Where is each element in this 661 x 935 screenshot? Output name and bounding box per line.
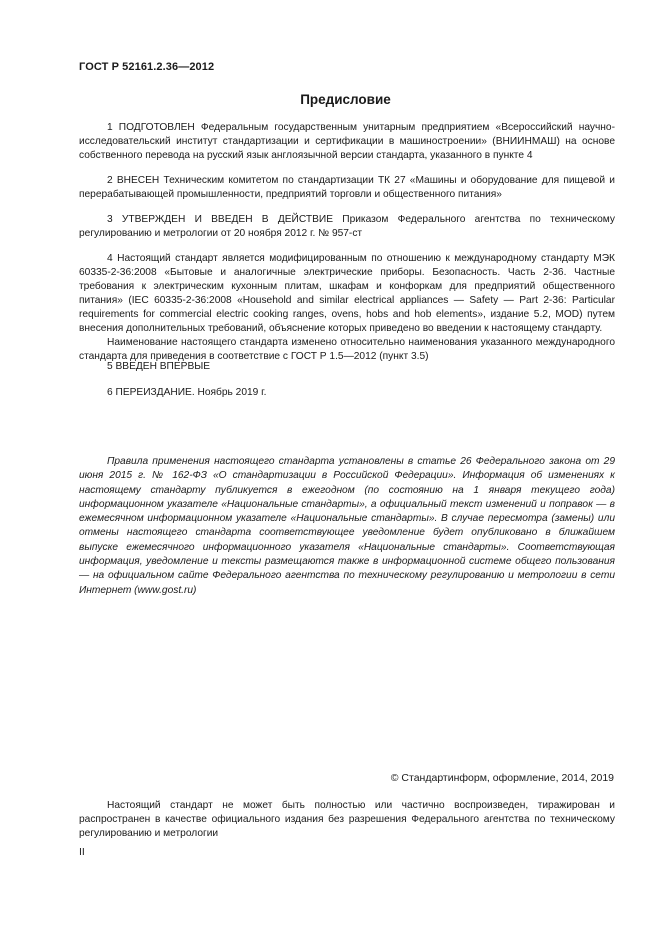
paragraph-1: 1 ПОДГОТОВЛЕН Федеральным государственным унитарным предприятием «Всероссийский научно-исследовательский институт стандартизации и сертификации в машиностроении» (ВНИИНМАШ) на основе собственного перевода на русский язык англоязычной версии стандарта, указанного в пункте 4 [79, 122, 615, 161]
copyright-line: © Стандартинформ, оформление, 2014, 2019 [390, 772, 614, 784]
page-number: II [79, 846, 85, 858]
paragraph-6-block [79, 386, 615, 400]
paragraph-4-note: Наименование настоящего стандарта изменено относительно наименования указанного международного стандарта для приведения в соответствие с ГОСТ Р 1.5—2012 (пункт 3.5) [79, 337, 615, 362]
paragraph-5-block [79, 360, 615, 374]
paragraph-3: 3 УТВЕРЖДЕН И ВВЕДЕН В ДЕЙСТВИЕ Приказом Федерального агентства по техническому регулированию и метрологии от 20 ноября 2012 г. № 957-ст [79, 214, 615, 239]
paragraph-2: 2 ВНЕСЕН Техническим комитетом по стандартизации ТК 27 «Машины и оборудование для пищевой и перерабатывающей промышленности, предприятий торговли и общественного питания» [79, 175, 615, 200]
page-title: Предисловие [300, 92, 391, 107]
reproduction-notice: Настоящий стандарт не может быть полностью или частично воспроизведен, тиражирован и распространен в качестве официального издания без разрешения Федерального агентства по техническому регулированию и метрологии [79, 800, 615, 839]
paragraph-5: 5 ВВЕДЕН ВПЕРВЫЕ [107, 361, 211, 372]
paragraph-4-block [79, 252, 615, 364]
paragraph-4: 4 Настоящий стандарт является модифицированным по отношению к международному стандарту МЭК 60335-2-36:2008 «Бытовые и аналогичные электрические приборы. Безопасность. Часть 2-36. Частные требования к электрическим кухонным плитам, шкафам и конфоркам для предприятий общественного питания» (IEC 60335-2-36:2008 «Household and similar electrical appliances — Safety — Part 2-36: Particular requirements for commercial electric cooking ranges, ovens, hobs and hob elements», издание 5.2, MOD) путем внесения дополнительных требований, объяснение которых приведено во введении к настоящему стандарту. [79, 253, 615, 334]
paragraph-1-block [79, 121, 615, 163]
standard-code: ГОСТ Р 52161.2.36—2012 [79, 61, 215, 73]
paragraph-3-block [79, 213, 615, 241]
paragraph-6: 6 ПЕРЕИЗДАНИЕ. Ноябрь 2019 г. [107, 387, 267, 398]
application-rules-note: Правила применения настоящего стандарта установлены в статье 26 Федерального закона от 29 июня 2015 г. № 162-ФЗ «О стандартизации в Российской Федерации». Информация об изменениях к настоящему стандарту публикуется в ежегодном (по состоянию на 1 января текущего года) информационном указателе «Национальные стандарты», а официальный текст изменений и поправок — в ежемесячном информационном указателе «Национальные стандарты». В случае пересмотра (замены) или отмены настоящего стандарта соответствующее уведомление будет опубликовано в ближайшем выпуске ежемесячного информационного указателя «Национальные стандарты». Соответствующая информация, уведомление и тексты размещаются также в информационной системе общего пользования — на официальном сайте Федерального агентства по техническому регулированию и метрологии в сети Интернет (www.gost.ru) [79, 456, 615, 596]
paragraph-2-block [79, 174, 615, 202]
